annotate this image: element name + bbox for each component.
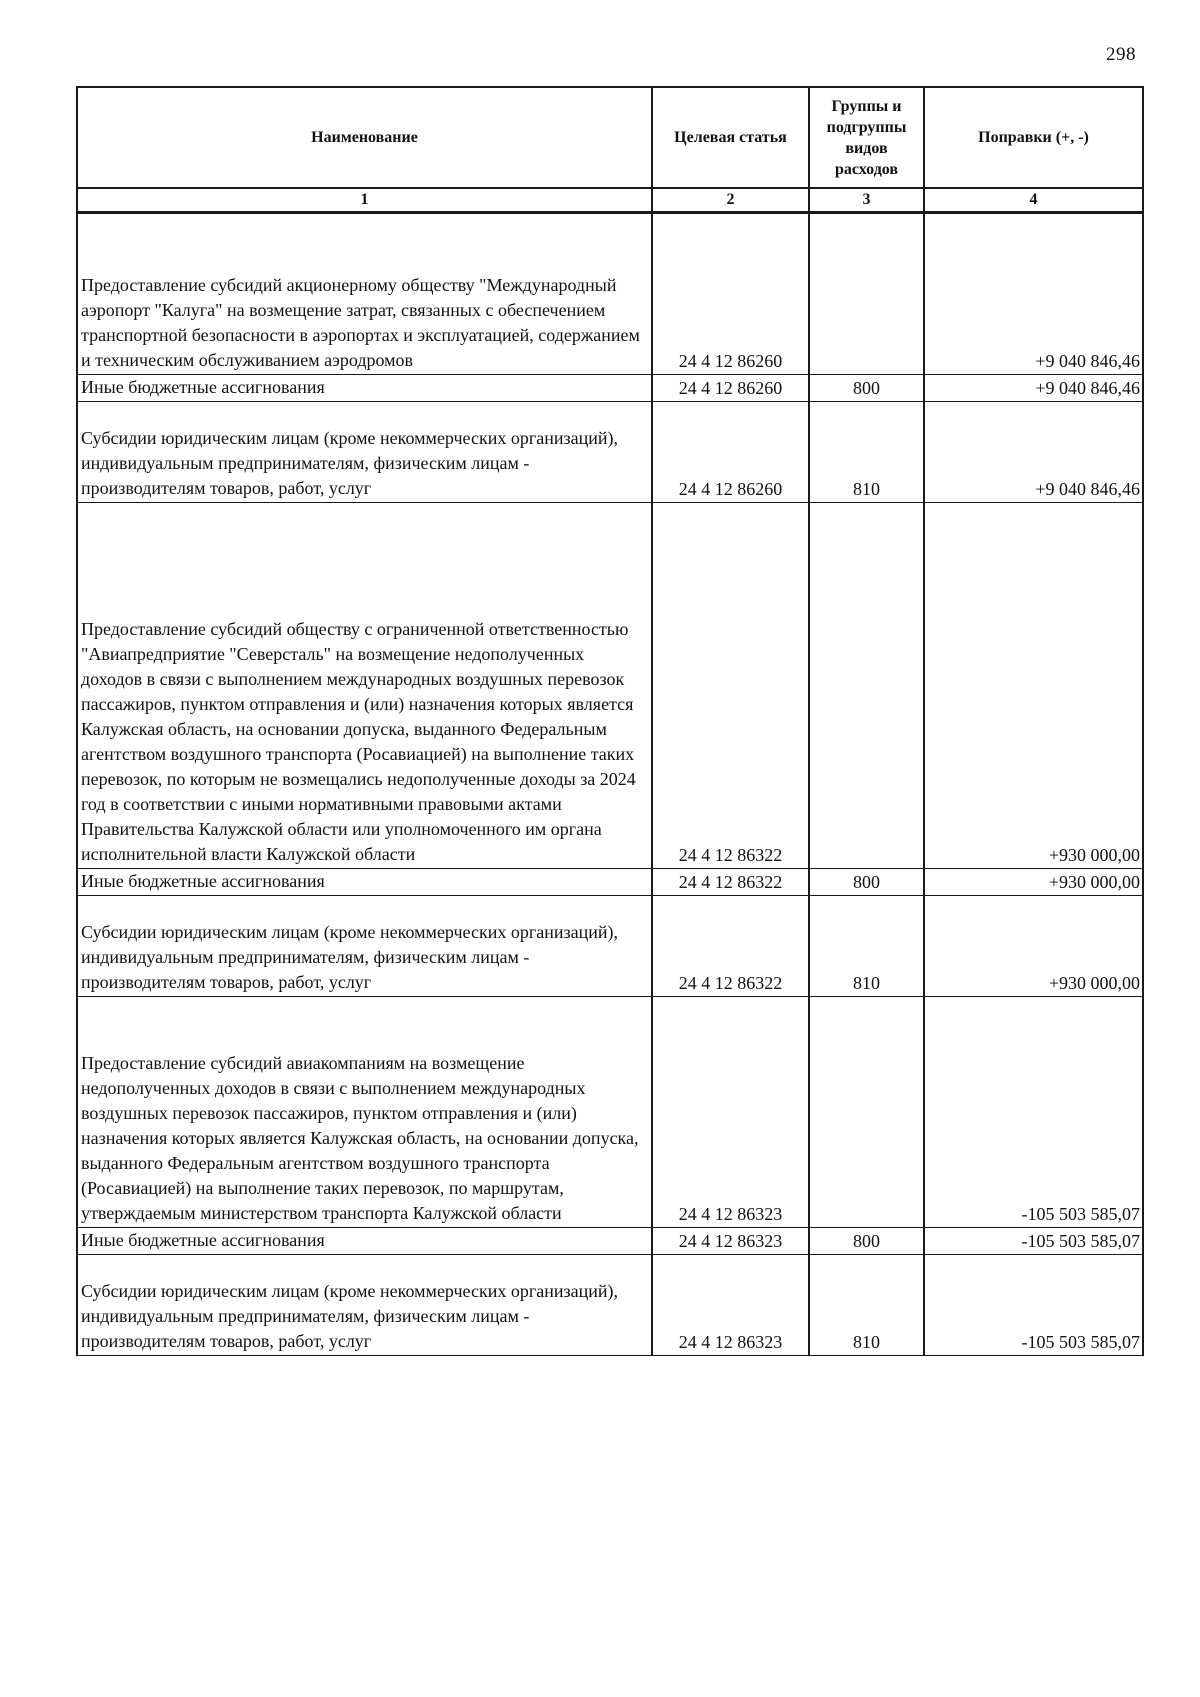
table-row — [77, 997, 1143, 1228]
row-name-text: Предоставление субсидий акционерному обществу "Международный аэропорт "Калуга" на возмещение затрат, связанных с обеспечением транспортной безопасности в аэропортах и эксплуатацией, содержанием и техническим обслуживанием аэродромов — [81, 275, 640, 370]
header-code: Целевая статья — [652, 87, 809, 188]
row-amount: +930 000,00 — [924, 503, 1143, 869]
table-row — [77, 375, 1143, 402]
row-group: 800 — [809, 869, 924, 896]
header-group: Группы и подгруппы видов расходов — [809, 87, 924, 188]
row-code: 24 4 12 86260 — [652, 375, 809, 402]
row-name-text: Иные бюджетные ассигнования — [81, 871, 325, 891]
row-code: 24 4 12 86323 — [652, 1228, 809, 1255]
table-row — [77, 869, 1143, 896]
row-name-text: Предоставление субсидий авиакомпаниям на возмещение недополученных доходов в связи с выполнением международных воздушных перевозок пассажиров, пунктом отправления и (или) назначения которых является Калужская область, на основании допуска, выданного Федеральным агентством воздушного транспорта (Росавиацией) на выполнение таких перевозок, по маршрутам, утверждаемым министерством транспорта Калужской области — [81, 1053, 639, 1223]
row-group: 800 — [809, 375, 924, 402]
column-number: 2 — [652, 188, 809, 213]
header-name: Наименование — [77, 87, 652, 188]
page-number: 298 — [1106, 44, 1136, 65]
column-number: 3 — [809, 188, 924, 213]
column-number-row — [77, 188, 1143, 213]
row-name — [77, 1228, 652, 1255]
row-group: 810 — [809, 896, 924, 997]
row-name — [77, 869, 652, 896]
row-name — [77, 1255, 652, 1356]
row-name — [77, 213, 652, 375]
table-header-row — [77, 87, 1143, 188]
row-code: 24 4 12 86323 — [652, 1255, 809, 1356]
row-name-text: Иные бюджетные ассигнования — [81, 377, 325, 397]
row-name-text: Иные бюджетные ассигнования — [81, 1230, 325, 1250]
row-name — [77, 896, 652, 997]
row-amount: +9 040 846,46 — [924, 375, 1143, 402]
row-name — [77, 402, 652, 503]
row-amount: +930 000,00 — [924, 869, 1143, 896]
table-row — [77, 1228, 1143, 1255]
row-code: 24 4 12 86322 — [652, 503, 809, 869]
row-amount: +9 040 846,46 — [924, 402, 1143, 503]
row-amount: +9 040 846,46 — [924, 213, 1143, 375]
row-group: 810 — [809, 402, 924, 503]
row-code: 24 4 12 86323 — [652, 997, 809, 1228]
row-name — [77, 997, 652, 1228]
row-group — [809, 503, 924, 869]
row-group: 800 — [809, 1228, 924, 1255]
table-row — [77, 213, 1143, 375]
row-name-text: Субсидии юридическим лицам (кроме некоммерческих организаций), индивидуальным предпринимателям, физическим лицам - производителям товаров, работ, услуг — [81, 1281, 618, 1351]
row-name-text: Субсидии юридическим лицам (кроме некоммерческих организаций), индивидуальным предпринимателям, физическим лицам - производителям товаров, работ, услуг — [81, 922, 618, 992]
row-name — [77, 503, 652, 869]
header-amount: Поправки (+, -) — [924, 87, 1143, 188]
row-code: 24 4 12 86260 — [652, 402, 809, 503]
row-name — [77, 375, 652, 402]
column-number: 4 — [924, 188, 1143, 213]
row-code: 24 4 12 86260 — [652, 213, 809, 375]
row-name-text: Предоставление субсидий обществу с ограниченной ответственностью "Авиапредприятие "Северсталь" на возмещение недополученных доходов в связи с выполнением международных воздушных перевозок пассажиров, пунктом отправления и (или) назначения которых является Калужская область, на основании допуска, выданного Федеральным агентством воздушного транспорта (Росавиацией) на выполнение таких перевозок, по которым не возмещались недополученные доходы за 2024 год в соответствии с иными нормативными правовыми актами Правительства Калужской области или уполномоченного им органа исполнительной власти Калужской области — [81, 619, 636, 864]
row-group: 810 — [809, 1255, 924, 1356]
table-row — [77, 503, 1143, 869]
row-amount: +930 000,00 — [924, 896, 1143, 997]
table-row — [77, 896, 1143, 997]
row-code: 24 4 12 86322 — [652, 869, 809, 896]
row-code: 24 4 12 86322 — [652, 896, 809, 997]
row-amount: -105 503 585,07 — [924, 997, 1143, 1228]
row-group — [809, 213, 924, 375]
table-row — [77, 402, 1143, 503]
row-amount: -105 503 585,07 — [924, 1255, 1143, 1356]
budget-amendments-table — [76, 86, 1144, 1356]
row-name-text: Субсидии юридическим лицам (кроме некоммерческих организаций), индивидуальным предпринимателям, физическим лицам - производителям товаров, работ, услуг — [81, 428, 618, 498]
column-number: 1 — [77, 188, 652, 213]
row-group — [809, 997, 924, 1228]
table-row — [77, 1255, 1143, 1356]
row-amount: -105 503 585,07 — [924, 1228, 1143, 1255]
